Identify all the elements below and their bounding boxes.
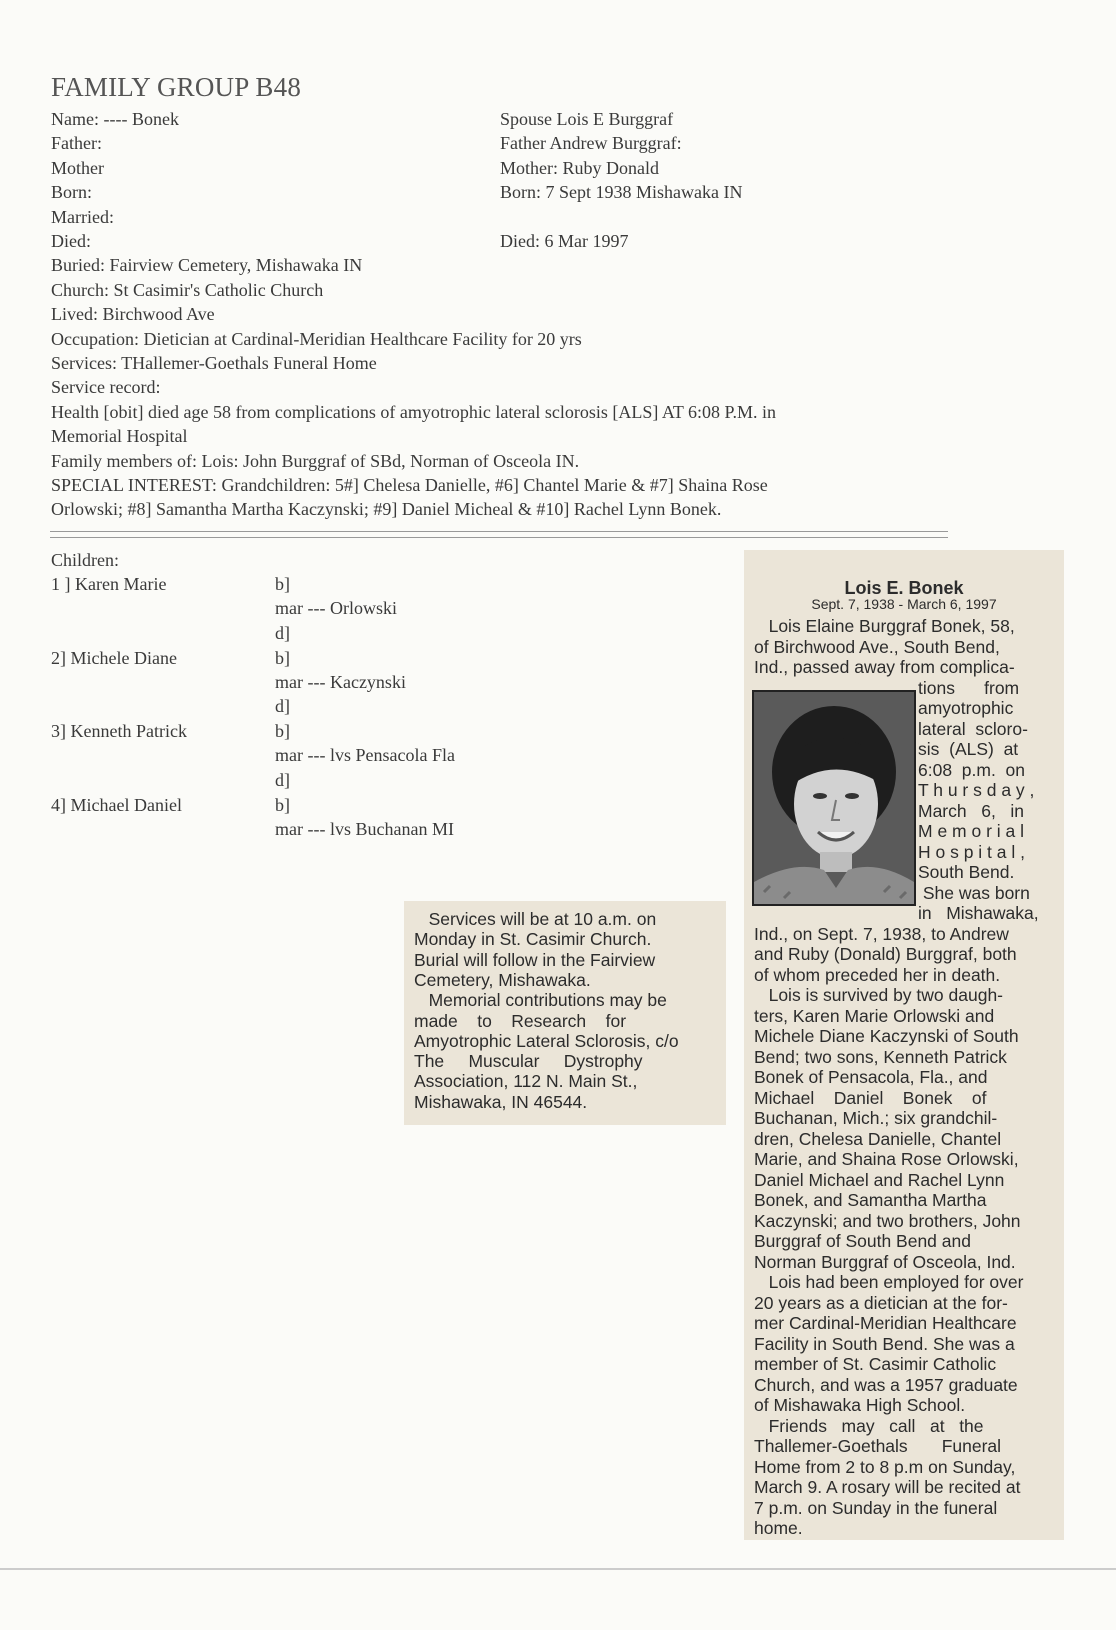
obituary-text-line: March 6, in (918, 800, 1025, 821)
obituary-text-line: March 9. A rosary will be recited at (754, 1477, 1021, 1497)
obituary-name: Lois E. Bonek (844, 578, 964, 598)
child-born: b] (275, 574, 290, 594)
info-line: Name: ---- Bonek (51, 109, 179, 129)
obituary-text-line: Lois Elaine Burggraf Bonek, 58, (754, 616, 1015, 636)
services-text-line: Cemetery, Mishawaka. (414, 969, 591, 990)
obituary-text-line: Friends may call at the (754, 1415, 984, 1436)
obituary-text-line: of whom preceded her in death. (754, 964, 1001, 985)
child-married: mar --- lvs Pensacola Fla (275, 745, 455, 766)
obituary-text-line: Lois is survived by two daugh- (754, 985, 1004, 1005)
obituary-text-line: of Birchwood Ave., South Bend, (754, 636, 1000, 657)
child-died: d] (275, 696, 290, 717)
obituary-text-line: Bonek of Pensacola, Fla., and (754, 1067, 988, 1087)
obituary-text-line: Norman Burggraf of Osceola, Ind. (754, 1251, 1016, 1272)
obituary-text-line: member of St. Casimir Catholic (754, 1354, 997, 1374)
services-text-line: Amyotrophic Lateral Sclorosis, c/o (414, 1030, 679, 1051)
spouse-info-line: Died: 6 Mar 1997 (500, 231, 629, 251)
spouse-info-line: Mother: Ruby Donald (500, 157, 659, 178)
obituary-text-line: 7 p.m. on Sunday in the funeral (754, 1497, 998, 1518)
page-title: FAMILY GROUP B48 (51, 72, 302, 102)
obituary-text-line: lateral scloro- (918, 718, 1028, 739)
obituary-text-line: sis (ALS) at (918, 739, 1019, 759)
obituary-dates: Sept. 7, 1938 - March 6, 1997 (811, 596, 997, 612)
services-text-line: Association, 112 N. Main St., (414, 1071, 638, 1092)
obituary-text-line: Facility in South Bend. She was a (754, 1333, 1015, 1354)
services-text-line: Monday in St. Casimir Church. (414, 929, 652, 950)
child-born: b] (275, 721, 290, 741)
child-married: mar --- Kaczynski (275, 671, 406, 692)
section-separator (50, 531, 948, 538)
obituary-text-line: Home from 2 to 8 p.m on Sunday, (754, 1456, 1016, 1477)
bottom-separator (0, 1568, 1116, 1570)
child-name: 1 ] Karen Marie (51, 574, 167, 594)
spouse-info-line: Spouse Lois E Burggraf (500, 109, 674, 129)
obituary-text-line: Thallemer-Goethals Funeral (754, 1436, 1002, 1456)
child-born: b] (275, 647, 290, 668)
info-line: Church: St Casimir's Catholic Church (51, 279, 324, 300)
child-died: d] (275, 622, 290, 643)
obituary-text-line: H o s p i t a l , (918, 841, 1025, 862)
child-name: 3] Kenneth Patrick (51, 721, 187, 741)
info-line: Services: THallemer-Goethals Funeral Home (51, 353, 377, 373)
obituary-text-line: South Bend. (918, 862, 1015, 882)
obituary-text-line: tions from (918, 677, 1020, 698)
info-line: Health [obit] died age 58 from complications of amyotrophic lateral sclorosis [ALS] AT 6:08 P.M. in (51, 401, 777, 422)
obituary-text-line: in Mishawaka, (918, 903, 1039, 923)
obituary-text-line: T h u r s d a y , (918, 780, 1035, 800)
services-text-line: Burial will follow in the Fairview (414, 949, 656, 970)
child-born: b] (275, 794, 290, 815)
info-line: Father: (51, 133, 102, 154)
info-line: Memorial Hospital (51, 426, 188, 447)
info-line: Family members of: Lois: John Burggraf of SBd, Norman of Osceola IN. (51, 450, 580, 471)
info-line: Lived: Birchwood Ave (51, 304, 215, 325)
services-text-line: made to Research for (414, 1010, 627, 1031)
child-married: mar --- lvs Buchanan MI (275, 818, 454, 839)
spouse-info-line: Born: 7 Sept 1938 Mishawaka IN (500, 182, 743, 203)
services-text-line: Services will be at 10 a.m. on (414, 909, 657, 929)
services-text-line: Mishawaka, IN 46544. (414, 1091, 588, 1112)
obituary-text-line: Bonek, and Samantha Martha (754, 1190, 987, 1210)
info-line: Married: (51, 206, 114, 227)
obituary-text-line: She was born (918, 882, 1030, 903)
obituary-text-line: Bend; two sons, Kenneth Patrick (754, 1046, 1007, 1067)
obituary-text-line: M e m o r i a l (918, 821, 1024, 841)
child-name: 4] Michael Daniel (51, 794, 182, 815)
obituary-clipping (744, 550, 1064, 1540)
child-died: d] (275, 769, 290, 790)
spouse-info-line: Father Andrew Burggraf: (500, 133, 682, 154)
info-line: SPECIAL INTEREST: Grandchildren: 5#] Chelesa Danielle, #6] Chantel Marie & #7] Shaina Rose (51, 475, 768, 495)
services-clipping (404, 901, 726, 1125)
child-married: mar --- Orlowski (275, 598, 397, 619)
info-line: Orlowski; #8] Samantha Martha Kaczynski; #9] Daniel Micheal & #10] Rachel Lynn Bonek. (51, 499, 722, 520)
obituary-text-line: Daniel Michael and Rachel Lynn (754, 1169, 1005, 1190)
obituary-text-line: dren, Chelesa Danielle, Chantel (754, 1128, 1002, 1149)
obituary-text-line: mer Cardinal-Meridian Healthcare (754, 1313, 1017, 1333)
obituary-text-line: 20 years as a dietician at the for- (754, 1292, 1008, 1313)
info-line: Died: (51, 231, 91, 251)
obituary-text-line: Michele Diane Kaczynski of South (754, 1026, 1019, 1046)
obituary-text-line: 6:08 p.m. on (918, 759, 1026, 780)
services-text-line: Memorial contributions may be (414, 990, 667, 1011)
children-heading: Children: (51, 550, 119, 570)
info-line: Mother (51, 157, 104, 178)
info-line: Occupation: Dietician at Cardinal-Meridian Healthcare Facility for 20 yrs (51, 328, 582, 349)
obituary-text-line: of Mishawaka High School. (754, 1395, 966, 1415)
obituary-text-line: amyotrophic (918, 698, 1014, 718)
obituary-text-line: Michael Daniel Bonek of (754, 1087, 987, 1108)
info-line: Service record: (51, 377, 161, 398)
obituary-text-line: Marie, and Shaina Rose Orlowski, (754, 1149, 1019, 1169)
info-line: Born: (51, 182, 93, 203)
obituary-text-line: Ind., on Sept. 7, 1938, to Andrew (754, 923, 1009, 944)
obituary-text-line: home. (754, 1518, 803, 1538)
obituary-text-line: Ind., passed away from complica- (754, 657, 1015, 677)
obituary-text-line: Lois had been employed for over (754, 1272, 1024, 1292)
obituary-text-line: Buchanan, Mich.; six grandchil- (754, 1108, 998, 1128)
child-name: 2] Michele Diane (51, 647, 177, 668)
obituary-text-line: ters, Karen Marie Orlowski and (754, 1005, 995, 1026)
obituary-text-line: Church, and was a 1957 graduate (754, 1374, 1018, 1395)
obituary-text-line: Kaczynski; and two brothers, John (754, 1210, 1021, 1231)
obituary-text-line: Burggraf of South Bend and (754, 1231, 971, 1251)
info-line: Buried: Fairview Cemetery, Mishawaka IN (51, 255, 363, 276)
obituary-text-line: and Ruby (Donald) Burggraf, both (754, 944, 1017, 964)
portrait-photo (752, 690, 916, 906)
services-text-line: The Muscular Dystrophy (414, 1051, 643, 1072)
